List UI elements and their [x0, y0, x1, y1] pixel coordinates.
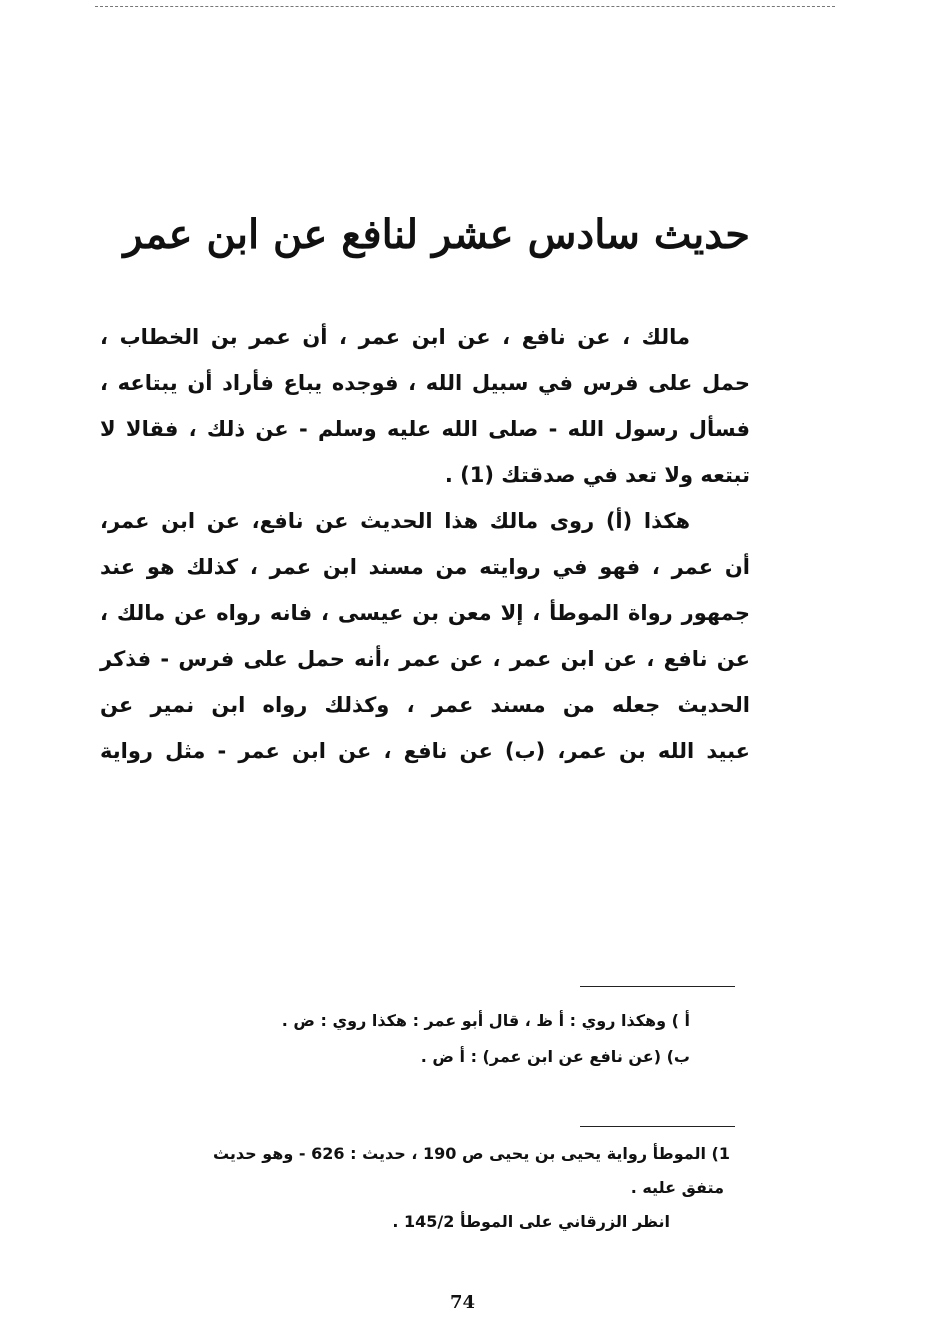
text-line: أن عمر ، فهو في روايته من مسند ابن عمر ، كذلك هو عند [100, 555, 750, 579]
text-line: هكذا (أ) روى مالك هذا الحديث عن نافع، عن ابن عمر، [100, 509, 690, 533]
text-line: عن نافع ، عن ابن عمر ، عن عمر ،أنه حمل على فرس - فذكر [100, 647, 750, 671]
footnotes-separator [580, 1126, 735, 1127]
text-line: جمهور رواة الموطأ ، إلا معن بن عيسى ، فانه رواه عن مالك ، [100, 601, 750, 625]
footnote-line: 1) الموطأ رواية يحيى بن يحيى ص 190 ، حديث : 626 - وهو حديث [212, 1144, 730, 1163]
text-line: مالك ، عن نافع ، عن ابن عمر ، أن عمر بن الخطاب ، [100, 325, 690, 349]
body-paragraph-1 [100, 314, 750, 498]
text-line: حمل على فرس في سبيل الله ، فوجده يباع فأراد أن يبتاعه ، [100, 371, 750, 395]
footnotes [90, 1137, 730, 1239]
variants-separator [580, 986, 735, 987]
body-paragraph-2 [100, 498, 750, 774]
footnote-line: انظر الزرقاني على الموطأ 145/2 . [392, 1212, 670, 1231]
text-line: الحديث جعله من مسند عمر ، وكذلك رواه ابن نمير عن [100, 693, 750, 717]
variant-note: أ ) وهكذا روي : أ ظ ، قال أبو عمر : هكذا روي : ض . [281, 1011, 690, 1030]
text-line: عبيد الله بن عمر، (ب) عن نافع ، عن ابن عمر - مثل رواية [100, 739, 750, 763]
page-number: 74 [449, 1292, 476, 1313]
manuscript-variants [130, 1003, 690, 1075]
book-page [100, 0, 760, 1343]
variant-note: ب) (عن نافع عن ابن عمر) : أ ض . [420, 1047, 690, 1066]
text-line: تبتعه ولا تعد في صدقتك (1) . [444, 463, 750, 487]
footnote-line: متفق عليه . [630, 1178, 724, 1197]
text-line: فسأل رسول الله - صلى الله عليه وسلم - عن ذلك ، فقالا لا [100, 417, 750, 441]
page-title: حديث سادس عشر لنافع عن ابن عمر [123, 211, 750, 258]
